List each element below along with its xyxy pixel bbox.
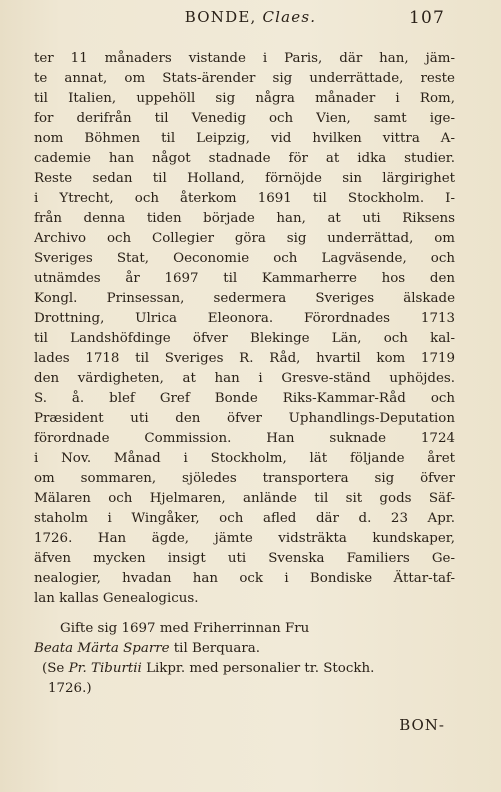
source-note [34, 659, 455, 699]
page-number: 107 [408, 8, 445, 28]
text-line: 1726. Han ägde, jämte vidsträkta kundskaper, [34, 531, 455, 546]
text-line: i Nov. Månad i Stockholm, lät följande året [34, 451, 455, 466]
running-head-italic-name: Claes. [262, 8, 317, 26]
text-line: til Italien, uppehöll sig några månader i Rom, [34, 91, 455, 106]
text-line: for derifrån til Venedig och Vien, samt ige- [34, 111, 455, 126]
text-line: Drottning, Ulrica Eleonora. Förordnades 1713 [34, 311, 455, 326]
text-line: staholm i Wingåker, och afled där d. 23 Apr. [34, 511, 455, 526]
text-line: Sveriges Stat, Oeconomie och Lagväsende, och [34, 251, 455, 266]
running-head-name: BONDE, [184, 8, 263, 26]
text-line: utnämdes år 1697 til Kammarherre hos den [34, 271, 455, 286]
text-line: S. å. blef Gref Bonde Riks-Kammar-Råd och [34, 391, 455, 406]
note-source-name: Pr. Tiburtii [68, 661, 142, 676]
marriage-line [34, 639, 455, 659]
text-line: nealogier, hvadan han ock i Bondiske Ättar-taf- [34, 571, 455, 586]
text-line: Mälaren och Hjelmaren, anlände til sit gods Säf- [34, 491, 455, 506]
text-line: om sommaren, sjöledes transportera sig öfver [34, 471, 455, 486]
marriage-line: Gifte sig 1697 med Friherrinnan Fru [60, 621, 310, 636]
text-line: lades 1718 til Sveriges R. Råd, hvartil kom 1719 [34, 351, 455, 366]
text-line: nom Böhmen til Leipzig, vid hvilken vittra A- [34, 131, 455, 146]
text-line: ter 11 månaders vistande i Paris, där han, jäm- [34, 51, 455, 66]
text-line: lan kallas Genealogicus. [34, 591, 199, 606]
text-line: i Ytrecht, och återkom 1691 til Stockholm. I- [34, 191, 455, 206]
note-prefix: (Se [42, 661, 69, 676]
note-line: 1726.) [48, 681, 92, 696]
page-header [0, 8, 501, 32]
text-line: förordnade Commission. Han suknade 1724 [34, 431, 455, 446]
text-line: Reste sedan til Holland, förnöjde sin lärgirighet [34, 171, 455, 186]
text-line: til Landshöfdinge öfver Blekinge Län, och kal- [34, 331, 455, 346]
text-line: från denna tiden började han, at uti Riksens [34, 211, 455, 226]
marriage-paragraph [34, 619, 455, 659]
note-details: Likpr. med personalier tr. Stockh. [141, 661, 375, 676]
body-text [34, 49, 455, 699]
spouse-estate: til Berquara. [169, 641, 260, 656]
text-line: Kongl. Prinsessan, sedermera Sveriges älskade [34, 291, 455, 306]
text-line: te annat, om Stats-ärender sig underrättade, reste [34, 71, 455, 86]
text-line: den värdigheten, at han i Gresve-ständ uphöjdes. [34, 371, 455, 386]
catchword: BON- [399, 716, 445, 734]
text-line: cademie han något stadnade för at idka studier. [34, 151, 455, 166]
note-line [34, 659, 455, 679]
text-line: Archivo och Collegier göra sig underrättad, om [34, 231, 455, 246]
text-line: Præsident uti den öfver Uphandlings-Deputation [34, 411, 455, 426]
text-line: äfven mycken insigt uti Svenska Familiers Ge- [34, 551, 455, 566]
spouse-name: Beata Märta Sparre [34, 641, 170, 656]
